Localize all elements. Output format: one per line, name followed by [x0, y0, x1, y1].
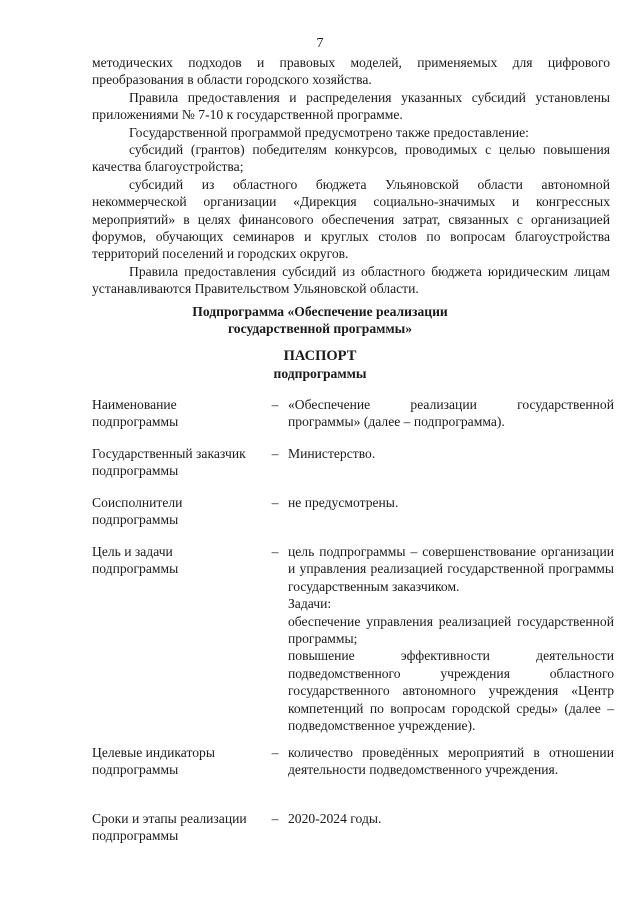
- row-value: [288, 445, 614, 494]
- passport-row-terms: [92, 810, 614, 850]
- passport-heading: [0, 348, 640, 382]
- passport-title: ПАСПОРТ: [283, 348, 357, 364]
- row-label: Сроки и этапы реализации подпрограммы: [92, 811, 247, 844]
- row-label: Соисполнители подпрограммы: [92, 495, 183, 528]
- row-value-text: повышение эффективности деятельности подведомственного учреждения областного государственного автономного учреждения «Центр компетенций по вопросам городской среды» (далее – подведомственное учреждение).: [288, 648, 614, 734]
- row-value: [288, 396, 614, 445]
- passport-table: [92, 396, 614, 850]
- body-paragraph: субсидий из областного бюджета Ульяновской области автономной некоммерческой организации «Дирекция социально-значимых и конгрессных мероприятий» в целях финансового обеспечения затрат, связанных с организацией форумов, обучающих семинаров и круглых столов по вопросам благоустройства территорий поселений и городских округов.: [92, 176, 610, 262]
- row-value-text: обеспечение управления реализацией государственной программы;: [288, 613, 614, 647]
- subprogram-title-line1: Подпрограмма «Обеспечение реализации: [192, 304, 448, 319]
- row-value-text: «Обеспечение реализации государственной программы» (далее – подпрограмма).: [288, 397, 614, 430]
- passport-row-name: [92, 396, 614, 445]
- row-value: [288, 810, 614, 850]
- row-value-text: не предусмотрены.: [288, 495, 399, 510]
- row-value: [288, 543, 614, 744]
- row-label: Целевые индикаторы подпрограммы: [92, 745, 215, 778]
- row-label: Государственный заказчик подпрограммы: [92, 446, 246, 479]
- page-number: 7: [316, 36, 324, 51]
- row-dash: –: [271, 446, 279, 461]
- passport-row-customer: [92, 445, 614, 494]
- passport-row-goals: [92, 543, 614, 744]
- row-value-text: цель подпрограммы – совершенствование организации и управления реализацией государственной программы государственным заказчиком.: [288, 544, 614, 594]
- row-value-text: 2020-2024 годы.: [288, 811, 382, 826]
- row-label: Цель и задачи подпрограммы: [92, 544, 179, 577]
- row-dash: –: [271, 811, 279, 826]
- body-text: [92, 54, 610, 298]
- passport-row-indicators: [92, 744, 614, 810]
- subprogram-title: [0, 303, 640, 337]
- passport-subtitle: подпрограммы: [273, 366, 367, 381]
- row-value-text: Задачи:: [288, 596, 332, 612]
- subprogram-title-line2: государственной программы»: [227, 321, 413, 336]
- row-value-text: Министерство.: [288, 446, 376, 461]
- body-paragraph: Государственной программой предусмотрено также предоставление:: [129, 124, 529, 140]
- row-dash: –: [271, 495, 279, 510]
- body-paragraph: методических подходов и правовых моделей, применяемых для цифрового преобразования в области городского хозяйства.: [92, 55, 610, 88]
- row-value: [288, 744, 614, 810]
- row-dash: –: [271, 544, 279, 559]
- row-value: [288, 494, 614, 543]
- row-dash: –: [271, 745, 279, 760]
- body-paragraph: Правила предоставления и распределения указанных субсидий установлены приложениями № 7-10 к государственной программе.: [92, 89, 610, 123]
- body-paragraph: Правила предоставления субсидий из областного бюджета юридическим лицам устанавливаются Правительством Ульяновской области.: [92, 263, 610, 297]
- row-dash: –: [271, 397, 279, 412]
- row-value-text: количество проведённых мероприятий в отношении деятельности подведомственного учреждения.: [288, 745, 614, 778]
- passport-row-coexecutors: [92, 494, 614, 543]
- body-paragraph: субсидий (грантов) победителям конкурсов, проводимых с целью повышения качества благоустройства;: [92, 142, 610, 175]
- row-label: Наименование подпрограммы: [92, 397, 179, 430]
